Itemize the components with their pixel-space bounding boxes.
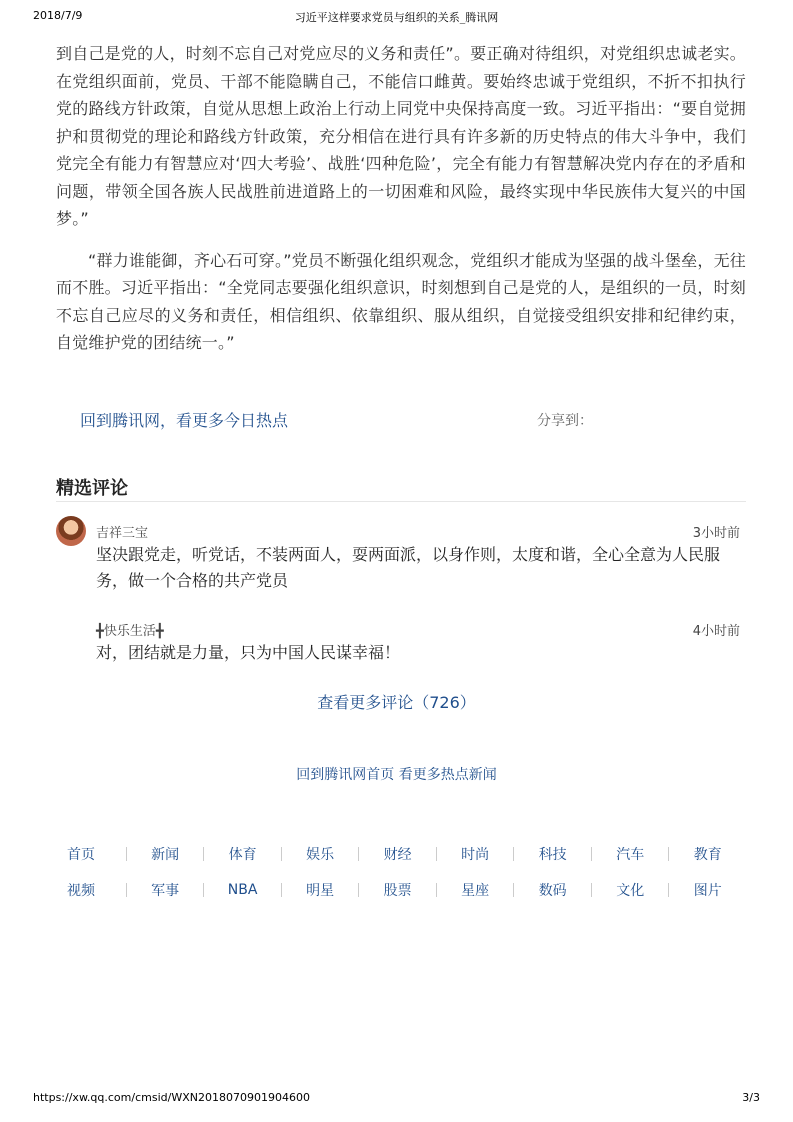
comment-username[interactable]: ╋快乐生活╋ (96, 624, 164, 639)
print-url: https://xw.qq.com/cmsid/WXN2018070901904600 (33, 1091, 310, 1104)
print-date: 2018/7/9 (33, 9, 83, 22)
nav-item-home[interactable]: 首页 (67, 847, 95, 863)
nav-item-stocks[interactable]: 股票 (383, 883, 412, 899)
page-number: 3/3 (742, 1091, 760, 1104)
comment-time: 3小时前 (692, 526, 740, 541)
nav-item-digital[interactable]: 数码 (538, 883, 567, 899)
nav-item-nba[interactable]: NBA (227, 882, 258, 898)
back-to-home-link[interactable]: 回到腾讯网，看更多今日热点 (80, 411, 289, 430)
share-label: 分享到： (537, 413, 593, 429)
comment-username[interactable]: 吉祥三宝 (96, 526, 149, 541)
article-paragraph: “群力谁能御，齐心石可穿。”党员不断强化组织观念，党组织才能成为坚强的战斗堡垒，无往而不胜。习近平指出：“全党同志要强化组织意识，时刻想到自己是党的人，是组织的一员，时刻不忘自己应尽的义务和责任，相信组织、依靠组织、服从组织，自觉接受组织安排和纪律约束，自觉维护党的团结统一。” (56, 250, 746, 352)
footer-nav (56, 836, 746, 908)
nav-item-fashion[interactable]: 时尚 (461, 847, 490, 863)
nav-item-sports[interactable]: 体育 (228, 847, 257, 863)
nav-item-auto[interactable]: 汽车 (616, 847, 645, 863)
nav-item-culture[interactable]: 文化 (616, 883, 645, 899)
article-body (56, 40, 746, 371)
home-news-link[interactable]: 回到腾讯网首页 看更多热点新闻 (296, 767, 497, 783)
nav-item-tech[interactable]: 科技 (538, 847, 567, 863)
avatar[interactable] (56, 516, 86, 546)
comment-text: 坚决跟党走，听党话，不装两面人，耍两面派，以身作则，太度和谐，全心全意为人民服务，做一个合格的共产党员 (96, 545, 721, 590)
share-bar (56, 408, 746, 434)
nav-item-education[interactable]: 教育 (693, 847, 722, 863)
nav-item-finance[interactable]: 财经 (383, 847, 412, 863)
article-paragraph: 到自己是党的人，时刻不忘自己对党应尽的义务和责任”。要正确对待组织，对党组织忠诚老实。在党组织面前，党员、干部不能隐瞒自己，不能信口雌黄。要始终忠诚于党组织，不折不扣执行党的路线方针政策，自觉从思想上政治上行动上同党中央保持高度一致。习近平指出：“要自觉拥护和贯彻党的理论和路线方针政策，充分相信在进行具有许多新的历史特点的伟大斗争中，我们党完全有能力有智慧应对‘四大考验’、战胜‘四种危险’，完全有能力有智慧解决党内存在的矛盾和问题，带领全国各族人民战胜前进道路上的一切困难和风险，最终实现中华民族伟大复兴的中国梦。” (56, 44, 746, 228)
nav-item-military[interactable]: 军事 (151, 883, 180, 899)
nav-item-stars[interactable]: 明星 (306, 883, 335, 899)
nav-item-pictures[interactable]: 图片 (693, 883, 722, 899)
nav-item-entertainment[interactable]: 娱乐 (306, 847, 335, 863)
nav-item-astrology[interactable]: 星座 (461, 883, 490, 899)
nav-row (56, 836, 746, 872)
nav-item-news[interactable]: 新闻 (151, 847, 180, 863)
comment-text: 对，团结就是力量，只为中国人民谋幸福！ (96, 643, 401, 662)
nav-item-video[interactable]: 视频 (67, 883, 95, 899)
comments-section-title: 精选评论 (56, 478, 128, 499)
print-page-title: 习近平这样要求党员与组织的关系_腾讯网 (294, 11, 499, 24)
nav-row (56, 872, 746, 908)
section-divider (56, 501, 746, 502)
comment-time: 4小时前 (692, 624, 740, 639)
more-comments-link[interactable]: 查看更多评论（726） (317, 693, 476, 712)
print-header (0, 9, 793, 25)
